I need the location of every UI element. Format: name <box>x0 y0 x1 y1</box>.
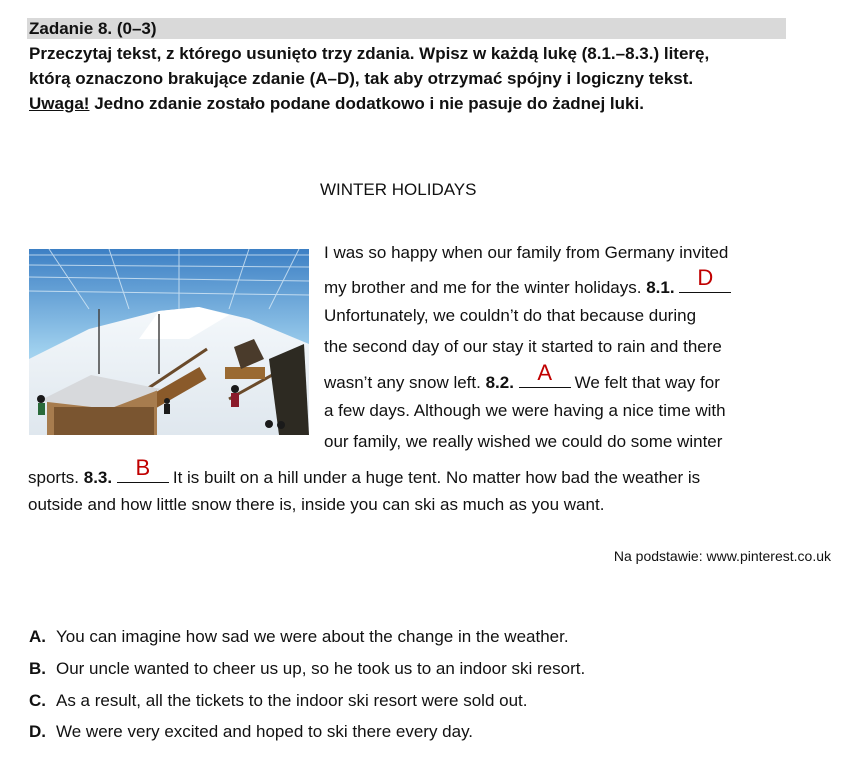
option-d-letter: D. <box>29 722 46 741</box>
gap-8-1[interactable] <box>679 265 731 293</box>
gap-8-3[interactable] <box>117 455 169 483</box>
gap-8-2-answer: A <box>537 360 553 385</box>
gap-label-8-1: 8.1. <box>646 278 675 297</box>
gap-8-1-answer: D <box>697 265 714 290</box>
option-d <box>29 722 473 742</box>
option-a <box>29 627 569 647</box>
option-d-text: We were very excited and hoped to ski there every day. <box>56 722 474 741</box>
instruction-note <box>29 94 644 114</box>
text-line-2 <box>324 265 735 298</box>
option-a-text: You can imagine how sad we were about the change in the weather. <box>56 627 569 646</box>
gap-8-2[interactable] <box>519 360 571 388</box>
text-line-8 <box>28 455 701 488</box>
option-c <box>29 691 528 711</box>
option-c-text: As a result, all the tickets to the indoor ski resort were sold out. <box>56 691 528 710</box>
option-b-letter: B. <box>29 659 46 678</box>
text-line-5-end: We felt that way for <box>574 373 720 392</box>
text-line-8-end: It is built on a hill under a huge tent. No matter how bad the weather is <box>172 468 701 487</box>
text-line-8-start: sports. <box>28 468 84 487</box>
text-line-2-start: my brother and me for the winter holidays. <box>324 278 647 297</box>
option-b <box>29 659 585 679</box>
note-label: Uwaga! <box>29 94 90 113</box>
text-line-7: our family, we really wished we could do some winter <box>324 432 723 451</box>
note-text: Jedno zdanie zostało podane dodatkowo i nie pasuje do żadnej luki. <box>89 94 644 113</box>
text-line-1: I was so happy when our family from Germany invited <box>324 243 729 262</box>
option-b-text: Our uncle wanted to cheer us up, so he took us to an indoor ski resort. <box>56 659 586 678</box>
gap-8-3-answer: B <box>135 455 151 480</box>
task-title: Zadanie 8. (0–3) <box>29 19 157 38</box>
text-title: WINTER HOLIDAYS <box>320 180 477 199</box>
text-line-5-start: wasn’t any snow left. <box>324 373 486 392</box>
option-a-letter: A. <box>29 627 46 646</box>
option-c-letter: C. <box>29 691 46 710</box>
instruction-line-2: którą oznaczono brakujące zdanie (A–D), tak aby otrzymać spójny i logiczny tekst. <box>29 69 694 88</box>
text-line-4: the second day of our stay it started to rain and there <box>324 337 722 356</box>
text-line-5 <box>324 360 720 393</box>
gap-label-8-3: 8.3. <box>83 468 113 487</box>
ski-resort-photo <box>29 249 309 435</box>
text-line-3: Unfortunately, we couldn’t do that because during <box>324 306 697 325</box>
text-line-9: outside and how little snow there is, inside you can ski as much as you want. <box>28 495 605 514</box>
instruction-line-1: Przeczytaj tekst, z którego usunięto trzy zdania. Wpisz w każdą lukę (8.1.–8.3.) literę, <box>29 44 710 63</box>
source-note: Na podstawie: www.pinterest.co.uk <box>613 548 831 564</box>
text-line-6: a few days. Although we were having a nice time with <box>324 401 726 420</box>
gap-label-8-2: 8.2. <box>485 373 514 392</box>
